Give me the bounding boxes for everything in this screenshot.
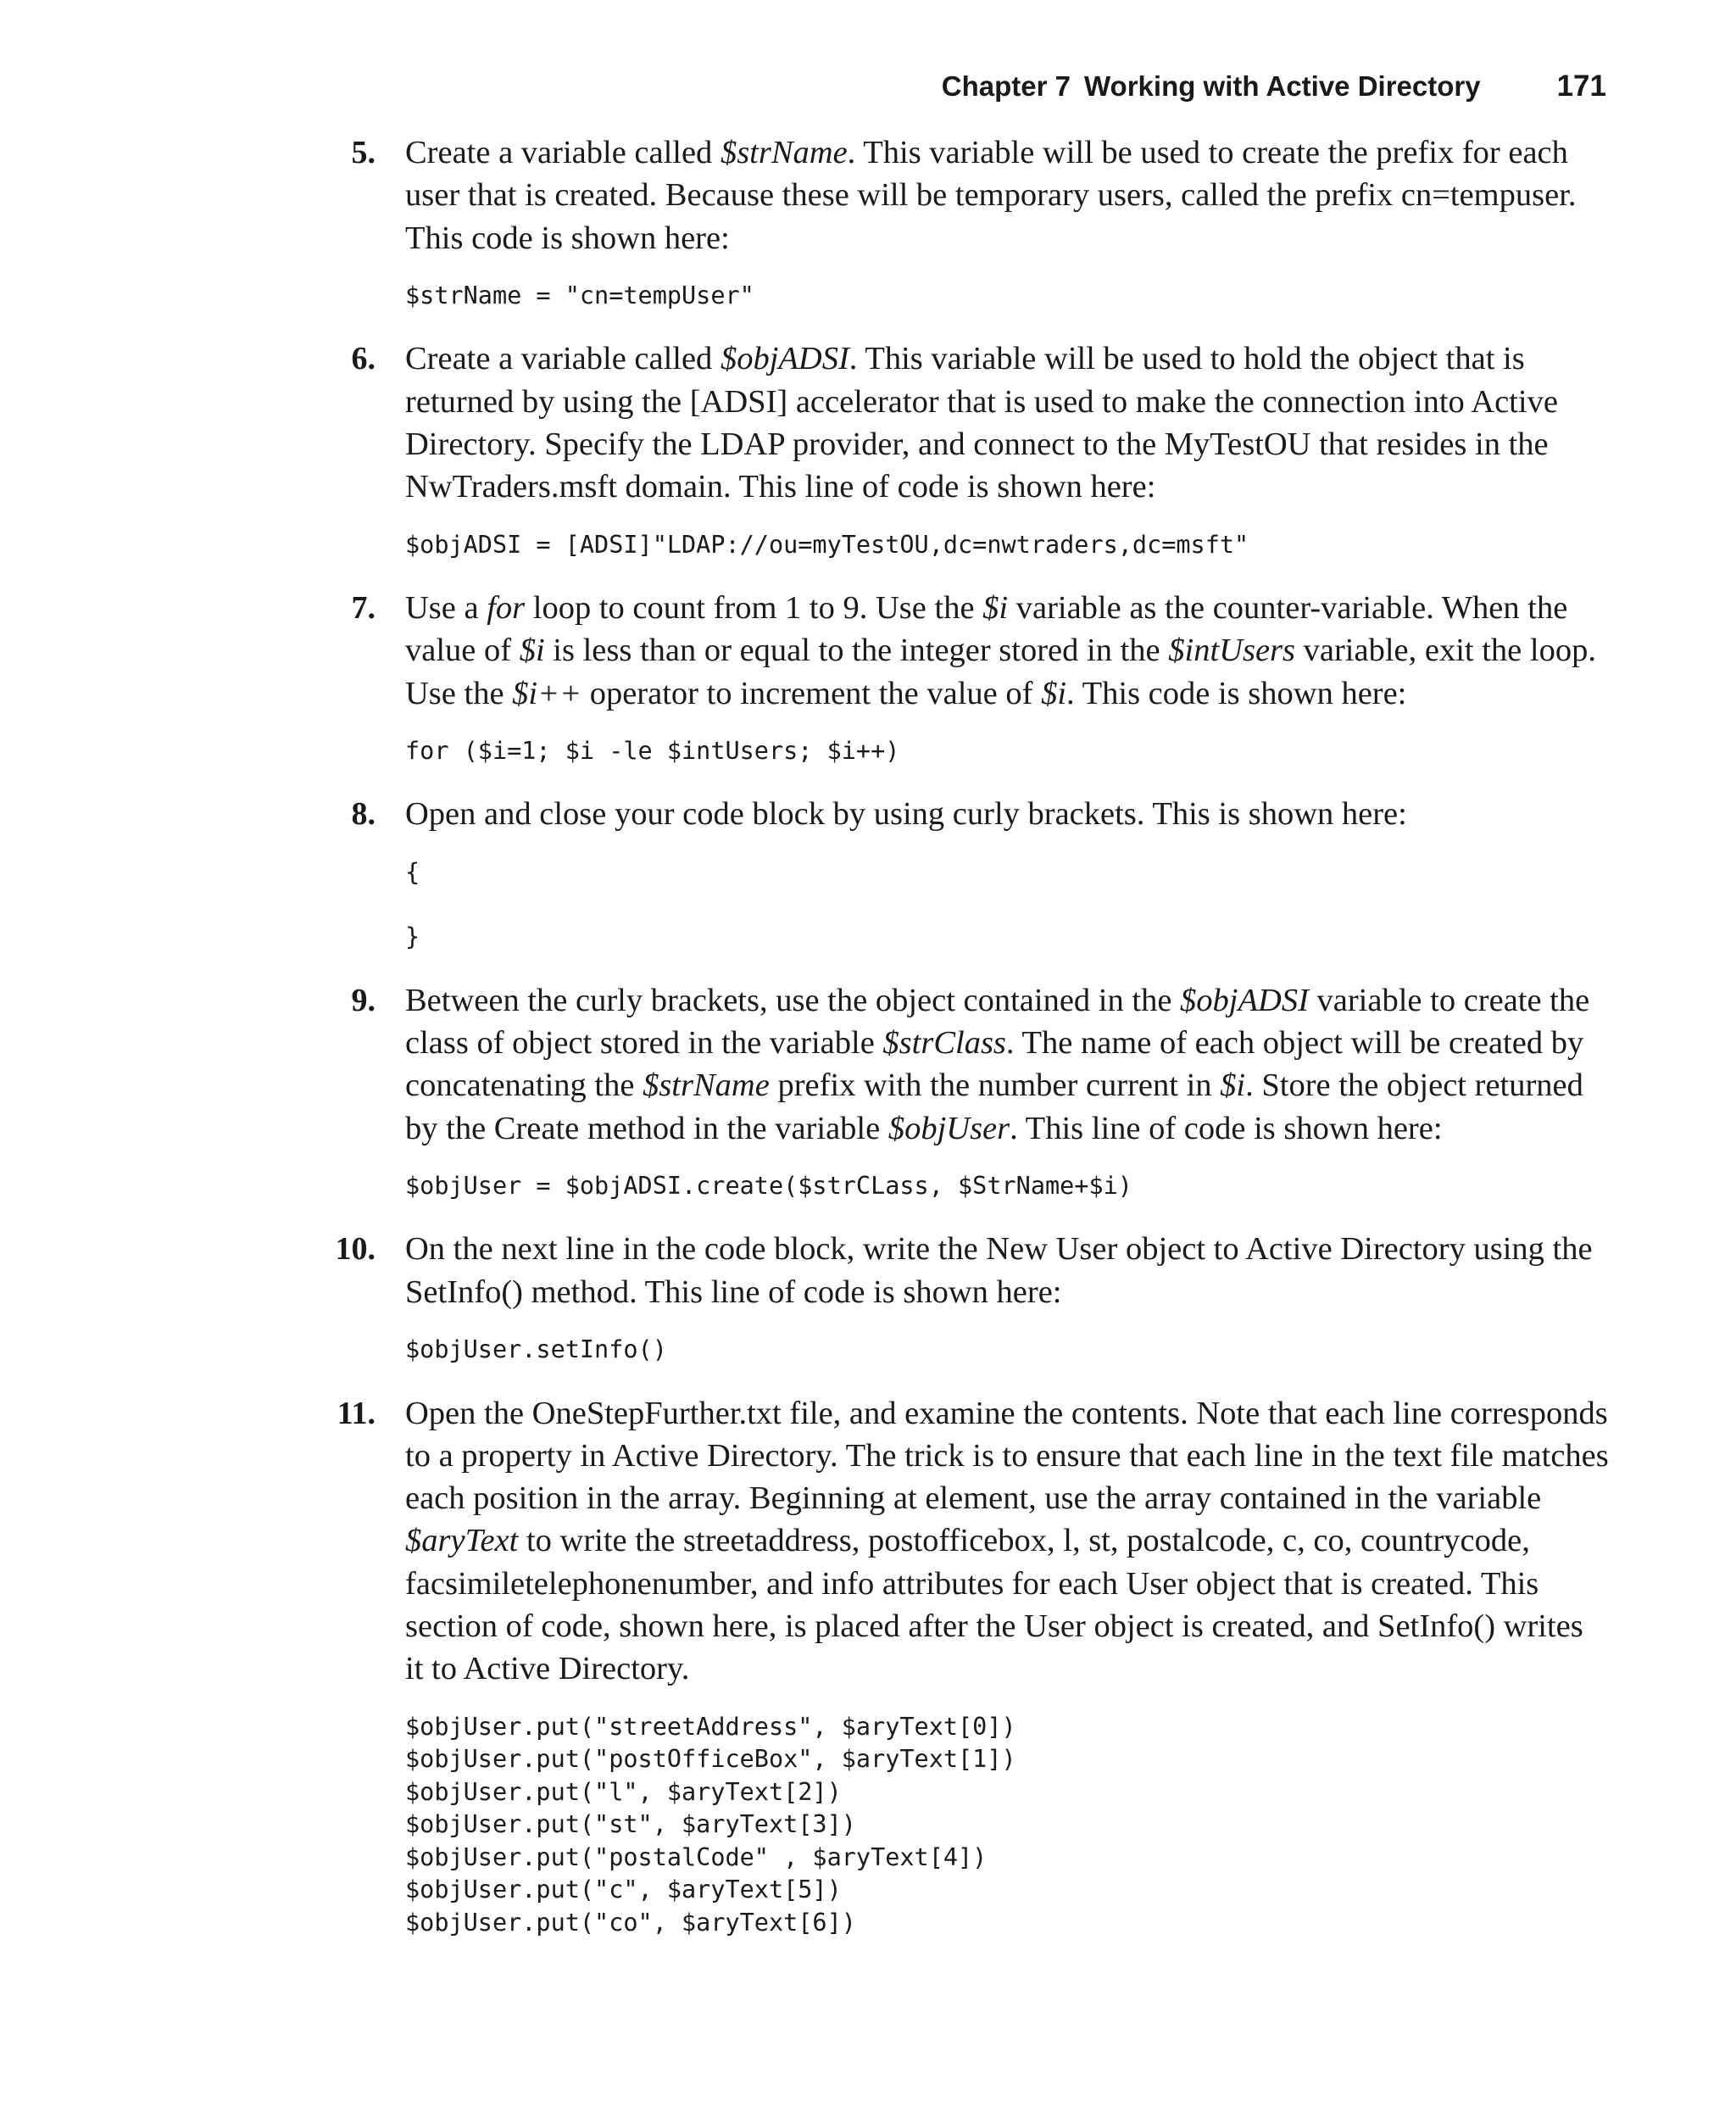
step-number: 10.: [335, 1231, 376, 1268]
step-text: [405, 131, 1609, 259]
code-block: [405, 280, 1736, 313]
step-item: [0, 793, 1736, 953]
text-run: . This variable will be used to create the prefix for each user that is created. Because these will be temporary users, called the prefix cn=tempuser. This code is shown here:: [405, 135, 1577, 256]
code-block: [405, 529, 1736, 562]
code-block: [405, 1711, 1736, 1940]
code-line: $objADSI = [ADSI]"LDAP://ou=myTestOU,dc=nwtraders,dc=msft": [405, 530, 1249, 559]
numbered-steps-list: [0, 131, 1736, 1965]
italic-term: $i: [519, 633, 545, 669]
text-run: On the next line in the code block, write the New User object to Active Directory using the SetInfo() method. This line of code is shown here:: [405, 1231, 1593, 1310]
step-item: [0, 1228, 1736, 1366]
step-text: [405, 793, 1609, 835]
italic-term: for: [487, 590, 526, 627]
text-run: variable, exit the loop. Use the: [405, 633, 1596, 711]
step-text: [405, 587, 1609, 715]
step-number: 8.: [351, 796, 376, 833]
text-run: Create a variable called: [405, 341, 721, 377]
step-text: [405, 1228, 1609, 1313]
italic-term: $i: [1220, 1067, 1246, 1104]
text-run: . The name of each object will be created by concatenating the: [405, 1025, 1584, 1104]
chapter-label: Chapter 7: [941, 70, 1071, 102]
code-line: $objUser.setInfo(): [405, 1335, 667, 1364]
text-run: Create a variable called: [405, 135, 721, 170]
step-item: [0, 337, 1736, 561]
text-run: is less than or equal to the integer stored in the: [544, 633, 1169, 669]
code-block: [405, 1170, 1736, 1203]
step-number: 9.: [351, 982, 376, 1018]
text-run: Between the curly brackets, use the object contained in the: [405, 982, 1181, 1018]
code-line: $objUser.put("st", $aryText[3]): [405, 1810, 856, 1839]
text-run: . Store the object returned by the Create method in the variable: [405, 1067, 1583, 1146]
page-header: [0, 70, 1606, 103]
italic-term: $objUser: [887, 1110, 1010, 1146]
italic-term: $objADSI: [720, 341, 849, 377]
code-line: $strName = "cn=tempUser": [405, 281, 754, 309]
italic-term: $strClass: [882, 1025, 1006, 1062]
text-run: Use a: [405, 590, 487, 627]
code-line: $objUser.put("l", $aryText[2]): [405, 1777, 842, 1806]
text-run: . This line of code is shown here:: [1010, 1110, 1443, 1146]
text-run: variable to create the class of object stored in the variable: [405, 982, 1590, 1062]
text-run: . This code is shown here:: [1066, 675, 1407, 711]
text-run: . This variable will be used to hold the object that is returned by using the [ADSI] accelerator that is used to make the connection into Active Directory. Specify the LDAP provider, and connect to the MyTestOU that resides in the NwTraders.msft domain. This line of code is shown here:: [405, 341, 1558, 505]
code-block: [405, 735, 1736, 768]
code-line: $objUser.put("streetAddress", $aryText[0]): [405, 1712, 1016, 1741]
code-line: for ($i=1; $i -le $intUsers; $i++): [405, 736, 900, 765]
italic-term: $i++: [512, 675, 582, 711]
step-item: [0, 979, 1736, 1203]
code-line: $objUser.put("c", $aryText[5]): [405, 1876, 842, 1904]
step-number: 6.: [351, 341, 376, 377]
text-run: variable as the counter-variable. When the value of: [405, 590, 1568, 669]
code-line: }: [405, 922, 420, 951]
step-item: [0, 587, 1736, 767]
italic-term: $i: [1041, 675, 1067, 711]
italic-term: $aryText: [405, 1523, 519, 1559]
text-run: to write the streetaddress, postofficebox, l, st, postalcode, c, co, countrycode, facsimiletelephonenumber, and info attributes for each User object that is created. This section of code, shown here, is placed after the User object is created, and SetInfo() writes it to Active Directory.: [405, 1523, 1583, 1687]
code-line: $objUser = $objADSI.create($strCLass, $StrName+$i): [405, 1171, 1132, 1200]
italic-term: $strName: [643, 1067, 770, 1104]
code-line: $objUser.put("postalCode" , $aryText[4]): [405, 1842, 988, 1871]
text-run: Open and close your code block by using curly brackets. This is shown here:: [405, 796, 1407, 833]
code-line: {: [405, 857, 420, 886]
text-run: loop to count from 1 to 9. Use the: [525, 590, 983, 627]
code-blank-line: [405, 889, 1736, 921]
step-number: 5.: [351, 135, 376, 170]
step-text: [405, 337, 1609, 508]
page-number: 171: [1556, 70, 1606, 103]
code-line: $objUser.put("postOfficeBox", $aryText[1]): [405, 1745, 1016, 1774]
step-number: 11.: [337, 1395, 376, 1431]
italic-term: $strName: [720, 135, 848, 170]
step-number: 7.: [351, 590, 376, 627]
chapter-title: Working with Active Directory: [1084, 70, 1481, 102]
code-block: [405, 1334, 1736, 1367]
italic-term: $intUsers: [1168, 633, 1295, 669]
code-line: $objUser.put("co", $aryText[6]): [405, 1908, 856, 1937]
step-text: [405, 1392, 1609, 1691]
italic-term: $objADSI: [1180, 982, 1309, 1018]
text-run: Open the OneStepFurther.txt file, and examine the contents. Note that each line corresponds to a property in Active Directory. The trick is to ensure that each line in the text file matches each position in the array. Beginning at element, use the array contained in the variable: [405, 1395, 1609, 1517]
step-text: [405, 979, 1609, 1150]
step-item: [0, 1392, 1736, 1940]
text-run: prefix with the number current in: [769, 1067, 1221, 1104]
step-item: [0, 131, 1736, 312]
italic-term: $i: [982, 590, 1009, 627]
code-block: [405, 856, 1736, 954]
text-run: operator to increment the value of: [581, 675, 1042, 711]
